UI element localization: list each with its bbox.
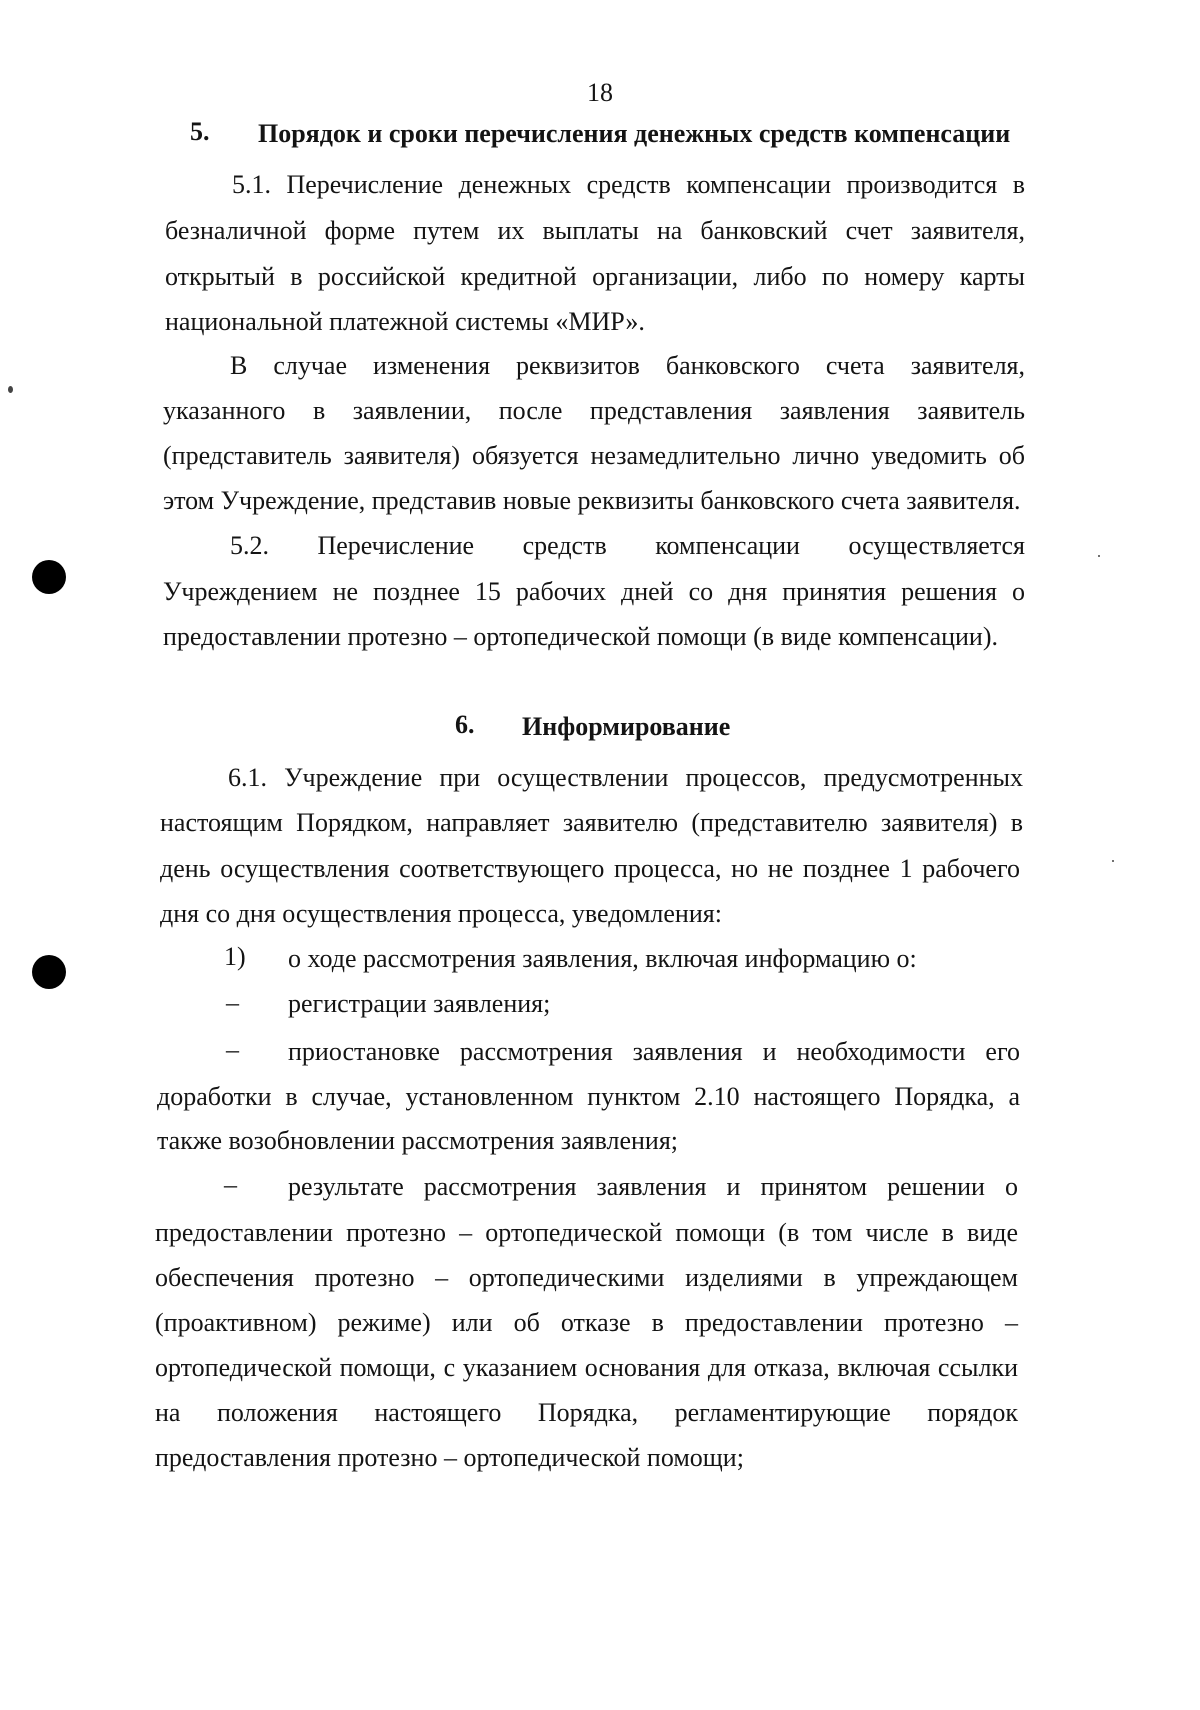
section-6-title: Информирование [522, 712, 731, 741]
bullet-text: также возобновлении рассмотрения заявления; [157, 1126, 679, 1155]
paragraph-line: В случае изменения реквизитов банковского счета заявителя, [230, 351, 1025, 380]
paragraph-line: 6.1. Учреждение при осуществлении процессов, предусмотренных [228, 763, 1023, 792]
bullet-text: регистрации заявления; [288, 989, 551, 1018]
paragraph-line: национальной платежной системы «МИР». [165, 307, 645, 336]
paragraph-line: этом Учреждение, представив новые реквизиты банковского счета заявителя. [163, 486, 1021, 515]
bullet-text: результате рассмотрения заявления и принятом решении о [288, 1172, 1018, 1201]
bullet-text: на положения настоящего Порядка, регламентирующие порядок [155, 1398, 1018, 1427]
paragraph-line: 5.2. Перечисление средств компенсации осуществляется [230, 531, 1025, 560]
scan-speck [1112, 860, 1114, 862]
bullet-text: обеспечения протезно – ортопедическими изделиями в упреждающем [155, 1263, 1018, 1292]
paragraph-line: открытый в российской кредитной организации, либо по номеру карты [165, 262, 1025, 291]
paragraph-line: (представитель заявителя) обязуется незамедлительно лично уведомить об [163, 441, 1025, 470]
scan-speck [1098, 555, 1100, 557]
section-6-number: 6. [455, 710, 475, 739]
section-5-title: Порядок и сроки перечисления денежных средств компенсации [258, 119, 1011, 148]
punch-hole-top [32, 560, 66, 594]
bullet-text: ортопедической помощи, с указанием основания для отказа, включая ссылки [155, 1353, 1018, 1382]
list-item-text: о ходе рассмотрения заявления, включая информацию о: [288, 944, 917, 973]
paragraph-line: настоящим Порядком, направляет заявителю (представителю заявителя) в [160, 808, 1023, 837]
section-5-number: 5. [190, 117, 210, 146]
paragraph-line: день осуществления соответствующего процесса, но не позднее 1 рабочего [160, 854, 1020, 883]
paragraph-line: Учреждением не позднее 15 рабочих дней со дня принятия решения о [163, 577, 1025, 606]
scan-speck [8, 386, 13, 393]
bullet-text: предоставления протезно – ортопедической помощи; [155, 1443, 744, 1472]
bullet-text: (проактивном) режиме) или об отказе в предоставлении протезно – [155, 1308, 1018, 1337]
page-number: 18 [587, 78, 613, 107]
bullet-text: доработки в случае, установленном пунктом 2.10 настоящего Порядка, а [157, 1082, 1020, 1111]
list-marker: 1) [224, 942, 246, 971]
punch-hole-bottom [32, 955, 66, 989]
bullet-text: предоставлении протезно – ортопедической помощи (в том числе в виде [155, 1218, 1018, 1247]
paragraph-line: дня со дня осуществления процесса, уведомления: [160, 899, 722, 928]
bullet-text: приостановке рассмотрения заявления и необходимости его [288, 1037, 1020, 1066]
dash-marker: – [226, 988, 239, 1017]
paragraph-line: 5.1. Перечисление денежных средств компенсации производится в [232, 170, 1025, 199]
paragraph-line: указанного в заявлении, после представления заявления заявитель [163, 396, 1025, 425]
dash-marker: – [224, 1170, 237, 1199]
paragraph-line: безналичной форме путем их выплаты на банковский счет заявителя, [165, 216, 1025, 245]
paragraph-line: предоставлении протезно – ортопедической помощи (в виде компенсации). [163, 622, 999, 651]
dash-marker: – [226, 1035, 239, 1064]
